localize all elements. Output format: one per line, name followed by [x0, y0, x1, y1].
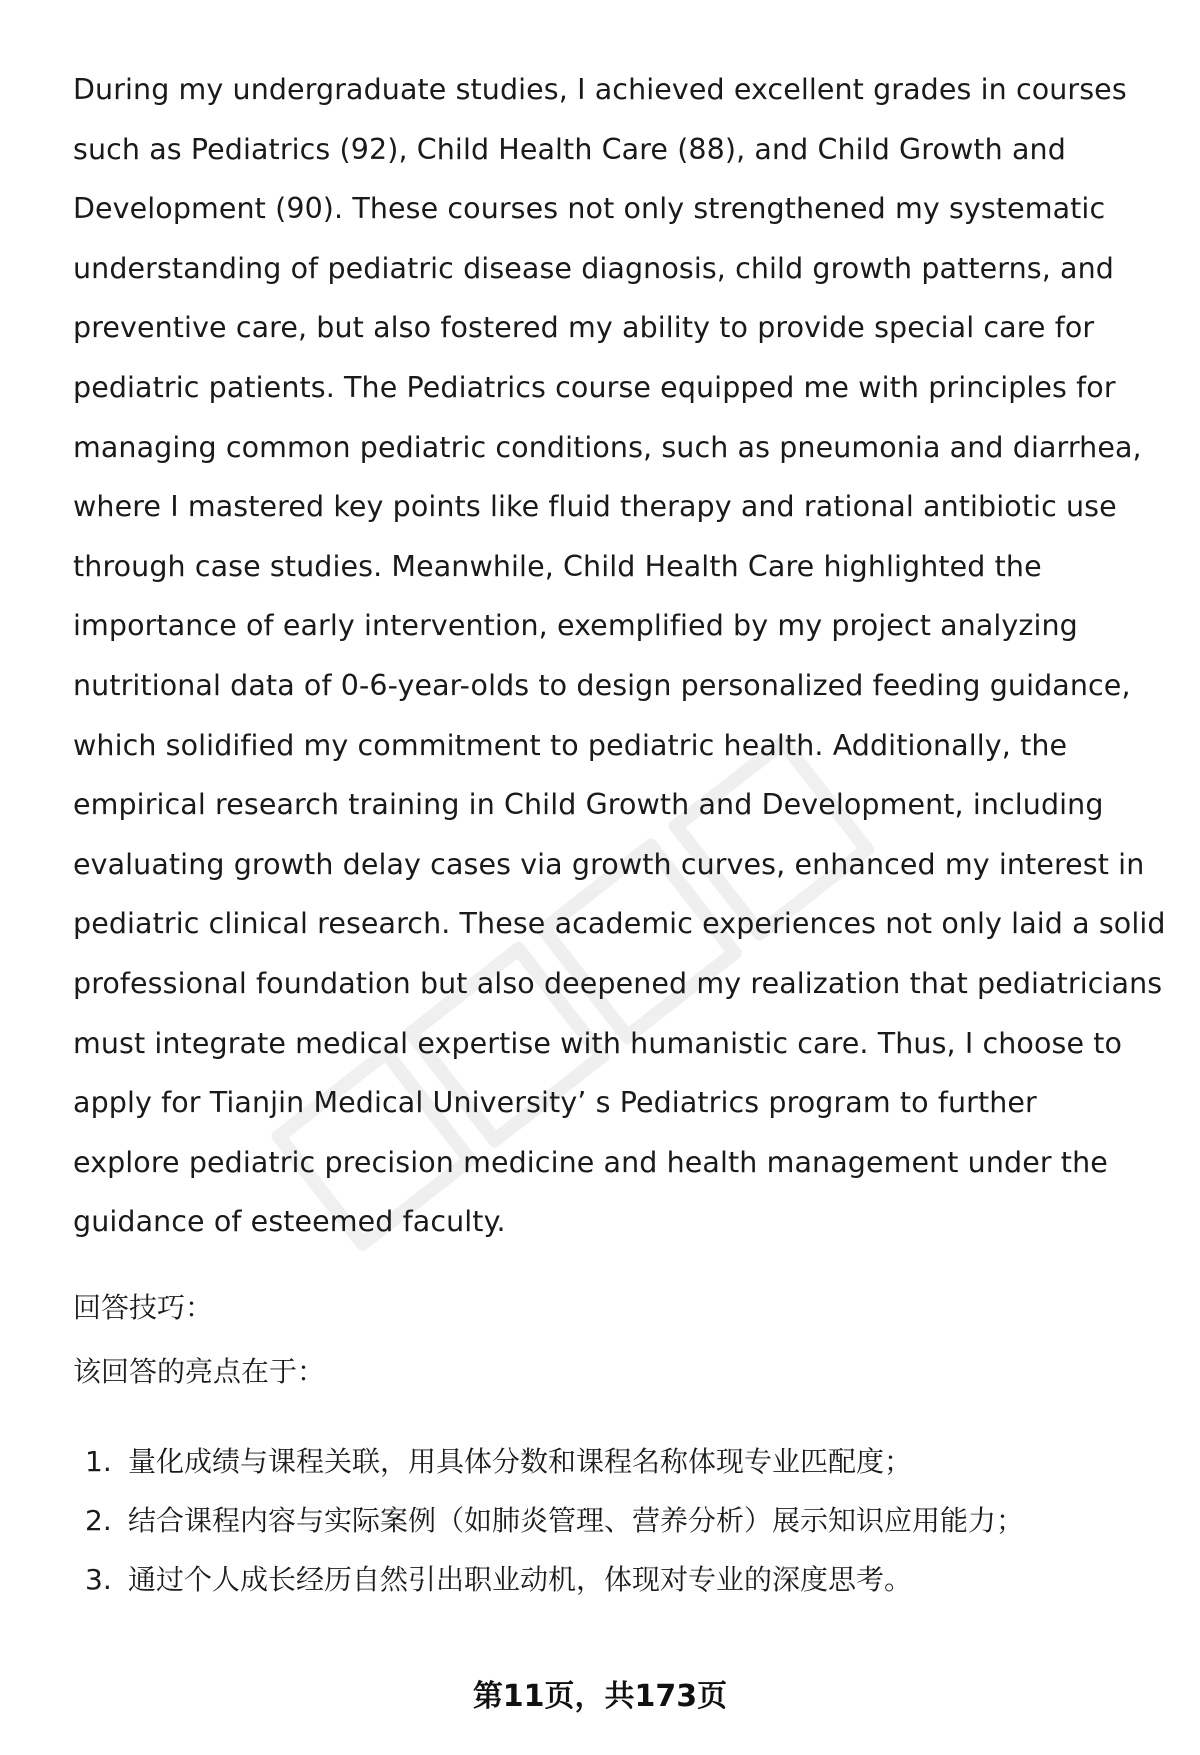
- paragraph-line: explore pediatric precision medicine and health management under the: [73, 1145, 1108, 1179]
- list-item-number: 3.: [85, 1563, 112, 1596]
- paragraph-line: evaluating growth delay cases via growth curves, enhanced my interest in: [73, 847, 1145, 881]
- list-item-number: 1.: [85, 1445, 112, 1478]
- paragraph-line: pediatric clinical research. These academic experiences not only laid a solid: [73, 907, 1166, 941]
- paragraph-line: nutritional data of 0-6-year-olds to design personalized feeding guidance,: [73, 668, 1131, 702]
- page-number-footer: 第11页，共173页: [472, 1679, 728, 1714]
- tips-list: [73, 1442, 1153, 1619]
- paragraph-line: During my undergraduate studies, I achieved excellent grades in courses: [73, 73, 1127, 106]
- paragraph-line: pediatric patients. The Pediatrics course equipped me with principles for: [73, 370, 1116, 404]
- paragraph-line: such as Pediatrics (92), Child Health Care (88), and Child Growth and: [73, 132, 1066, 166]
- paragraph-line: apply for Tianjin Medical University’ s Pediatrics program to further: [73, 1086, 1037, 1120]
- tips-heading: 回答技巧：: [73, 1291, 214, 1324]
- list-item-text: 通过个人成长经历自然引出职业动机，体现对专业的深度思考。: [128, 1563, 913, 1596]
- paragraph-line: managing common pediatric conditions, such as pneumonia and diarrhea,: [73, 430, 1142, 464]
- paragraph-line: which solidified my commitment to pediatric health. Additionally, the: [73, 728, 1068, 762]
- list-item: [73, 1501, 1153, 1560]
- paragraph-line: empirical research training in Child Growth and Development, including: [73, 788, 1104, 822]
- paragraph-line: professional foundation but also deepened my realization that pediatricians: [73, 966, 1163, 1000]
- paragraph-line: preventive care, but also fostered my ability to provide special care for: [73, 311, 1095, 345]
- list-item-text: 量化成绩与课程关联，用具体分数和课程名称体现专业匹配度；: [128, 1445, 913, 1478]
- paragraph-line: guidance of esteemed faculty.: [73, 1205, 506, 1239]
- list-item: [73, 1442, 1153, 1501]
- tips-intro: 该回答的亮点在于：: [73, 1355, 326, 1388]
- paragraph-line: importance of early intervention, exemplified by my project analyzing: [73, 609, 1078, 643]
- paragraph-line: where I mastered key points like fluid therapy and rational antibiotic use: [73, 490, 1117, 524]
- list-item: [73, 1560, 1153, 1619]
- list-item-text: 结合课程内容与实际案例（如肺炎管理、营养分析）展示知识应用能力；: [128, 1504, 1025, 1537]
- paragraph-line: through case studies. Meanwhile, Child Health Care highlighted the: [73, 549, 1042, 583]
- answer-paragraph: [73, 60, 1166, 1252]
- paragraph-line: understanding of pediatric disease diagnosis, child growth patterns, and: [73, 251, 1114, 285]
- paragraph-line: must integrate medical expertise with humanistic care. Thus, I choose to: [73, 1026, 1123, 1060]
- list-item-number: 2.: [85, 1504, 112, 1537]
- paragraph-line: Development (90). These courses not only strengthened my systematic: [73, 192, 1106, 226]
